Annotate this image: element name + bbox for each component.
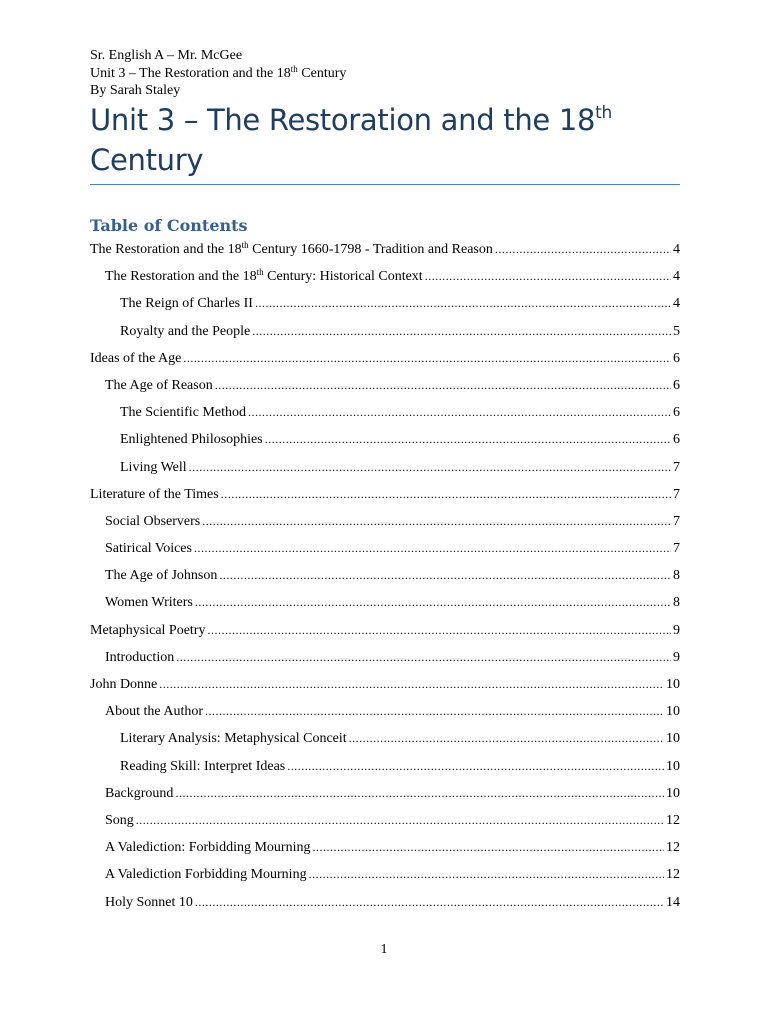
toc-entry-superscript: th bbox=[241, 240, 249, 250]
toc-entry[interactable] bbox=[90, 426, 680, 453]
toc-entry-text: The Restoration and the 18 bbox=[105, 269, 257, 285]
toc-entry-text: The Reign of Charles II bbox=[120, 296, 253, 312]
course-line: Sr. English A – Mr. McGee bbox=[90, 48, 243, 63]
toc-page-number: 12 bbox=[666, 840, 680, 856]
toc-entry[interactable] bbox=[90, 780, 680, 807]
toc-page-number: 9 bbox=[673, 622, 680, 638]
toc-page-number: 10 bbox=[666, 704, 680, 720]
title-divider bbox=[90, 184, 680, 185]
title-superscript: th bbox=[595, 103, 613, 123]
toc-heading: Table of Contents bbox=[90, 216, 248, 235]
toc-entry-title bbox=[105, 698, 203, 725]
title-text-line2: Century bbox=[90, 143, 204, 177]
unit-line-text: Unit 3 – The Restoration and the 18 bbox=[90, 65, 291, 81]
toc-dot-leader bbox=[202, 508, 671, 535]
toc-page-number: 7 bbox=[673, 459, 680, 475]
toc-dot-leader bbox=[309, 861, 664, 888]
toc-dot-leader bbox=[252, 318, 671, 345]
toc-dot-leader bbox=[265, 426, 671, 453]
toc-entry-text: The Age of Reason bbox=[105, 377, 213, 393]
toc-entry[interactable] bbox=[90, 345, 680, 372]
page-number: 1 bbox=[380, 942, 388, 957]
toc-entry-title bbox=[105, 807, 134, 834]
toc-page-number: 7 bbox=[673, 513, 680, 529]
toc-entry[interactable] bbox=[90, 753, 680, 780]
toc-entry-text: Background bbox=[105, 785, 174, 801]
toc-dot-leader bbox=[248, 399, 671, 426]
toc-entry-text: A Valediction: Forbidding Mourning bbox=[105, 840, 311, 856]
title-text: Unit 3 – The Restoration and the 18 bbox=[90, 103, 596, 137]
toc-entry[interactable] bbox=[90, 562, 680, 589]
toc-entry-text: Ideas of the Age bbox=[90, 350, 182, 366]
toc-entry-title bbox=[105, 861, 307, 888]
toc-entry-text: John Donne bbox=[90, 677, 158, 692]
toc-entry[interactable] bbox=[90, 454, 680, 481]
toc-dot-leader bbox=[159, 671, 664, 698]
toc-entry[interactable] bbox=[90, 508, 680, 535]
toc-entry-text-suffix: Century: Historical Context bbox=[263, 269, 423, 285]
toc-dot-leader bbox=[219, 562, 671, 589]
toc-dot-leader bbox=[195, 589, 671, 616]
toc-entry-text-suffix: Century 1660-1798 - Tradition and Reason bbox=[248, 242, 493, 257]
toc-entry-text: Literature of the Times bbox=[90, 486, 219, 502]
toc-dot-leader bbox=[176, 644, 671, 671]
toc-entry-text: Enlightened Philosophies bbox=[120, 432, 263, 448]
toc-entry[interactable] bbox=[90, 399, 680, 426]
toc-page-number: 7 bbox=[673, 486, 680, 502]
toc-entry-title bbox=[105, 372, 213, 399]
toc-dot-leader bbox=[194, 535, 671, 562]
toc-entry-text: Introduction bbox=[105, 649, 175, 665]
toc-entry-title bbox=[120, 318, 250, 345]
toc-entry[interactable] bbox=[90, 834, 680, 861]
toc-entry-text: Literary Analysis: Metaphysical Conceit bbox=[120, 731, 347, 747]
toc-page-number: 10 bbox=[666, 731, 680, 747]
toc-entry-title bbox=[90, 236, 493, 263]
toc-dot-leader bbox=[221, 481, 671, 508]
toc-entry-title bbox=[105, 834, 310, 861]
toc-dot-leader bbox=[287, 753, 664, 780]
toc-entry[interactable] bbox=[90, 535, 680, 562]
toc-entry-title bbox=[105, 644, 174, 671]
toc-entry-text: A Valediction Forbidding Mourning bbox=[105, 867, 307, 883]
toc-page-number: 6 bbox=[673, 405, 680, 421]
toc-entry-text: Royalty and the People bbox=[120, 323, 251, 339]
unit-line bbox=[90, 65, 346, 83]
toc-entry-title bbox=[105, 889, 193, 916]
toc-entry[interactable] bbox=[90, 372, 680, 399]
toc-page-number: 8 bbox=[673, 595, 680, 611]
toc-page-number: 4 bbox=[673, 296, 680, 312]
toc-page-number: 4 bbox=[673, 269, 680, 285]
table-of-contents bbox=[90, 236, 680, 916]
toc-page-number: 10 bbox=[666, 785, 680, 801]
toc-page-number: 9 bbox=[673, 649, 680, 665]
toc-entry-superscript: th bbox=[256, 267, 264, 278]
toc-entry-text: Social Observers bbox=[105, 513, 201, 529]
toc-page-number: 6 bbox=[673, 432, 680, 448]
toc-page-number: 4 bbox=[673, 242, 680, 257]
toc-page-number: 8 bbox=[673, 568, 680, 584]
toc-dot-leader bbox=[207, 617, 671, 644]
toc-entry-title bbox=[120, 454, 187, 481]
toc-entry-title bbox=[105, 263, 423, 290]
toc-page-number: 5 bbox=[673, 323, 680, 339]
toc-entry[interactable] bbox=[90, 617, 680, 644]
toc-entry-title bbox=[105, 535, 192, 562]
unit-line-suffix: Century bbox=[297, 65, 347, 81]
toc-entry[interactable] bbox=[90, 889, 680, 916]
page-title bbox=[90, 100, 680, 180]
toc-entry[interactable] bbox=[90, 807, 680, 834]
toc-dot-leader bbox=[136, 807, 664, 834]
toc-entry-title bbox=[120, 290, 253, 317]
toc-dot-leader bbox=[205, 698, 664, 725]
toc-dot-leader bbox=[312, 834, 664, 861]
toc-dot-leader bbox=[425, 263, 671, 290]
toc-entry-title bbox=[120, 399, 246, 426]
toc-dot-leader bbox=[495, 236, 671, 263]
toc-entry-title bbox=[90, 345, 181, 372]
toc-dot-leader bbox=[215, 372, 671, 399]
toc-entry-title bbox=[120, 753, 285, 780]
toc-entry-text: Satirical Voices bbox=[105, 541, 192, 557]
toc-entry[interactable] bbox=[90, 644, 680, 671]
toc-entry[interactable] bbox=[90, 671, 680, 698]
toc-entry-title bbox=[120, 426, 263, 453]
toc-entry[interactable] bbox=[90, 318, 680, 345]
toc-dot-leader bbox=[349, 725, 664, 752]
toc-page-number: 10 bbox=[666, 758, 680, 774]
toc-entry-text: Holy Sonnet 10 bbox=[105, 894, 193, 910]
toc-entry[interactable] bbox=[90, 589, 680, 616]
toc-entry[interactable] bbox=[90, 290, 680, 317]
toc-entry[interactable] bbox=[90, 236, 680, 263]
toc-entry-title bbox=[90, 671, 157, 698]
toc-entry[interactable] bbox=[90, 263, 680, 290]
toc-dot-leader bbox=[189, 454, 671, 481]
toc-page-number: 10 bbox=[666, 677, 680, 692]
toc-entry-title bbox=[105, 508, 200, 535]
toc-entry-title bbox=[105, 780, 173, 807]
toc-entry-title bbox=[120, 725, 347, 752]
toc-entry-text: Women Writers bbox=[105, 595, 193, 611]
unit-line-superscript: th bbox=[290, 63, 298, 74]
toc-entry-title bbox=[105, 562, 217, 589]
toc-entry-text: The Restoration and the 18 bbox=[90, 242, 242, 257]
toc-entry-text: Metaphysical Poetry bbox=[90, 622, 206, 638]
toc-page-number: 14 bbox=[666, 894, 680, 910]
toc-entry-text: The Scientific Method bbox=[120, 405, 246, 421]
toc-dot-leader bbox=[195, 889, 664, 916]
toc-dot-leader bbox=[255, 290, 671, 317]
document-header bbox=[90, 47, 346, 100]
toc-entry[interactable] bbox=[90, 481, 680, 508]
toc-entry-title bbox=[90, 617, 205, 644]
toc-page-number: 12 bbox=[666, 812, 680, 828]
toc-entry-text: About the Author bbox=[105, 704, 203, 720]
toc-page-number: 6 bbox=[673, 377, 680, 393]
toc-dot-leader bbox=[175, 780, 664, 807]
toc-entry-title bbox=[105, 589, 193, 616]
toc-page-number: 12 bbox=[666, 867, 680, 883]
toc-entry[interactable] bbox=[90, 861, 680, 888]
toc-entry[interactable] bbox=[90, 725, 680, 752]
toc-entry-text: Reading Skill: Interpret Ideas bbox=[120, 758, 286, 774]
toc-page-number: 6 bbox=[673, 350, 680, 366]
toc-dot-leader bbox=[183, 345, 671, 372]
toc-entry-text: Song bbox=[105, 812, 134, 828]
toc-entry[interactable] bbox=[90, 698, 680, 725]
toc-page-number: 7 bbox=[673, 541, 680, 557]
author-line: By Sarah Staley bbox=[90, 83, 181, 98]
toc-entry-text: Living Well bbox=[120, 459, 187, 475]
toc-entry-text: The Age of Johnson bbox=[105, 568, 218, 584]
toc-entry-title bbox=[90, 481, 219, 508]
